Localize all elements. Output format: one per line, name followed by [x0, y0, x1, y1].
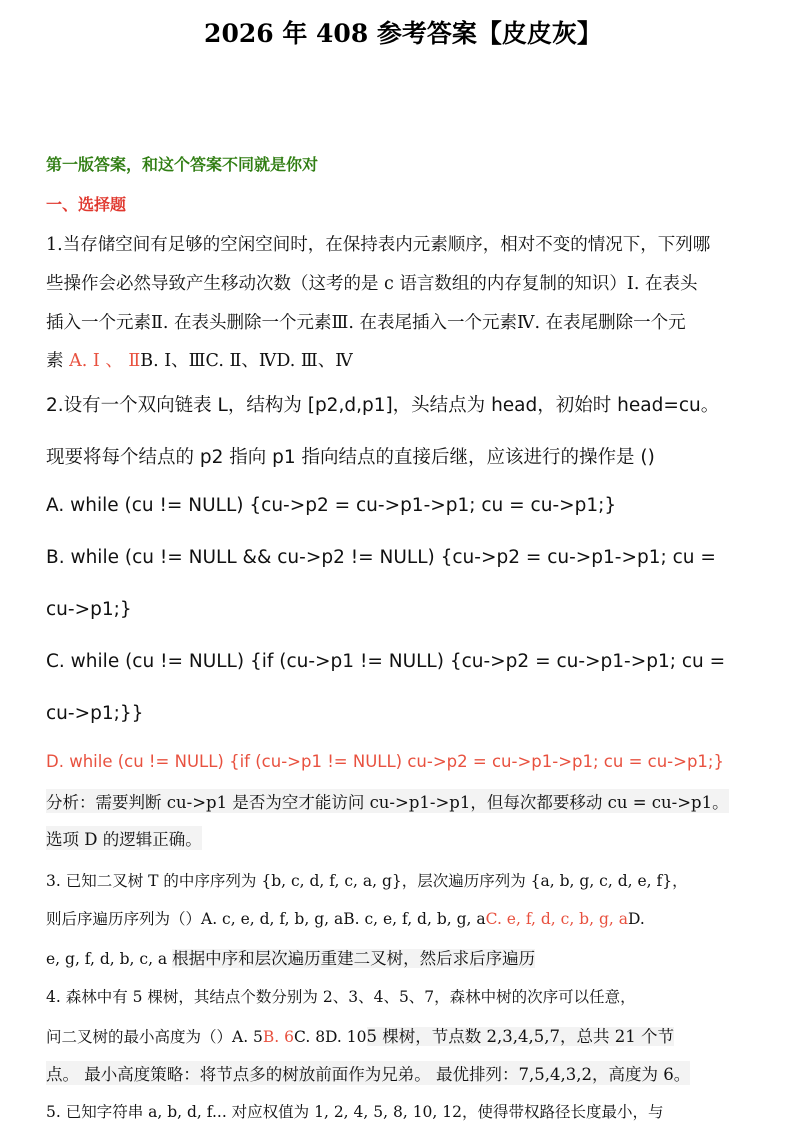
q1-line-4	[46, 347, 353, 372]
q1-answer: A. Ⅰ 、 Ⅱ	[69, 351, 141, 371]
q4-line-2	[46, 1023, 674, 1047]
q2-option-b-line-2: cu->p1;}	[46, 599, 132, 620]
section-heading: 一、选择题	[46, 195, 127, 214]
q3-option-d: D.	[627, 910, 645, 928]
q2-analysis-line-1: 分析：需要判断 cu->p1 是否为空才能访问 cu->p1->p1，但每次都要移动 cu = cu->p1。	[46, 789, 729, 813]
q2-option-c-line-1: C. while (cu != NULL) {if (cu->p1 != NULL) {cu->p2 = cu->p1->p1; cu =	[46, 651, 726, 672]
q2-line-2: 现要将每个结点的 p2 指向 p1 指向结点的直接后继，应该进行的操作是 ()	[46, 447, 655, 468]
q2-option-a: A. while (cu != NULL) {cu->p2 = cu->p1->p1; cu = cu->p1;}	[46, 495, 617, 516]
q1-line-4-rest: B. Ⅰ、ⅢC. Ⅱ、ⅣD. Ⅲ、Ⅳ	[140, 351, 353, 371]
q3-answer: C. e, f, d, c, b, g, a	[485, 910, 628, 928]
q3-line-2	[46, 907, 645, 929]
page-title: 2026 年 408 参考答案【皮皮灰】	[204, 19, 602, 48]
q4-options-rest: C. 8D. 10	[294, 1028, 367, 1046]
q4-line-1: 4. 森林中有 5 棵树，其结点个数分别为 2、3、4、5、7，森林中树的次序可以任意，	[46, 988, 636, 1006]
q4-analysis-line-2: 点。 最小高度策略：将节点多的树放前面作为兄弟。 最优排列：7,5,4,3,2，高度为 6。	[46, 1061, 690, 1085]
q2-analysis-line-2: 选项 D 的逻辑正确。	[46, 826, 202, 850]
q4-options: 问二叉树的最小高度为（）A. 5	[46, 1028, 263, 1046]
q3-analysis: 根据中序和层次遍历重建二叉树，然后求后序遍历	[172, 949, 536, 968]
q3-option-d-value: e, g, f, d, b, c, a	[46, 950, 173, 968]
q1-line-4-prefix: 素	[46, 351, 70, 371]
q3-line-1: 3. 已知二叉树 T 的中序序列为 {b, c, d, f, c, a, g}，层次遍历序列为 {a, b, g, c, d, e, f}，	[46, 872, 688, 890]
q1-line-2: 些操作会必然导致产生移动次数（这考的是 c 语言数组的内存复制的知识）Ⅰ. 在表头	[46, 274, 698, 294]
q1-line-3: 插入一个元素Ⅱ. 在表头删除一个元素Ⅲ. 在表尾插入一个元素Ⅳ. 在表尾删除一个元	[46, 313, 686, 333]
q5-line-1: 5. 已知字符串 a, b, d, f... 对应权值为 1, 2, 4, 5, 8, 10, 12，使得带权路径长度最小，与	[46, 1103, 664, 1121]
notice-text: 第一版答案，和这个答案不同就是你对	[46, 155, 319, 174]
q2-line-1: 2.设有一个双向链表 L，结构为 [p2,d,p1]，头结点为 head，初始时 head=cu。	[46, 395, 720, 416]
q4-answer: B. 6	[262, 1028, 295, 1046]
q2-option-b-line-1: B. while (cu != NULL && cu->p2 != NULL) {cu->p2 = cu->p1->p1; cu =	[46, 547, 716, 568]
q1-line-1: 1.当存储空间有足够的空闲空间时，在保持表内元素顺序，相对不变的情况下，下列哪	[46, 235, 711, 255]
q4-analysis-start: 5 棵树，节点数 2,3,4,5,7，总共 21 个节	[366, 1027, 674, 1046]
q2-option-d-answer: D. while (cu != NULL) {if (cu->p1 != NULL) cu->p2 = cu->p1->p1; cu = cu->p1;}	[46, 752, 724, 771]
q3-options: 则后序遍历序列为（）A. c, e, d, f, b, g, aB. c, e, f, d, b, g, a	[46, 910, 486, 928]
q2-option-c-line-2: cu->p1;}}	[46, 703, 144, 724]
q3-line-3	[46, 945, 535, 969]
